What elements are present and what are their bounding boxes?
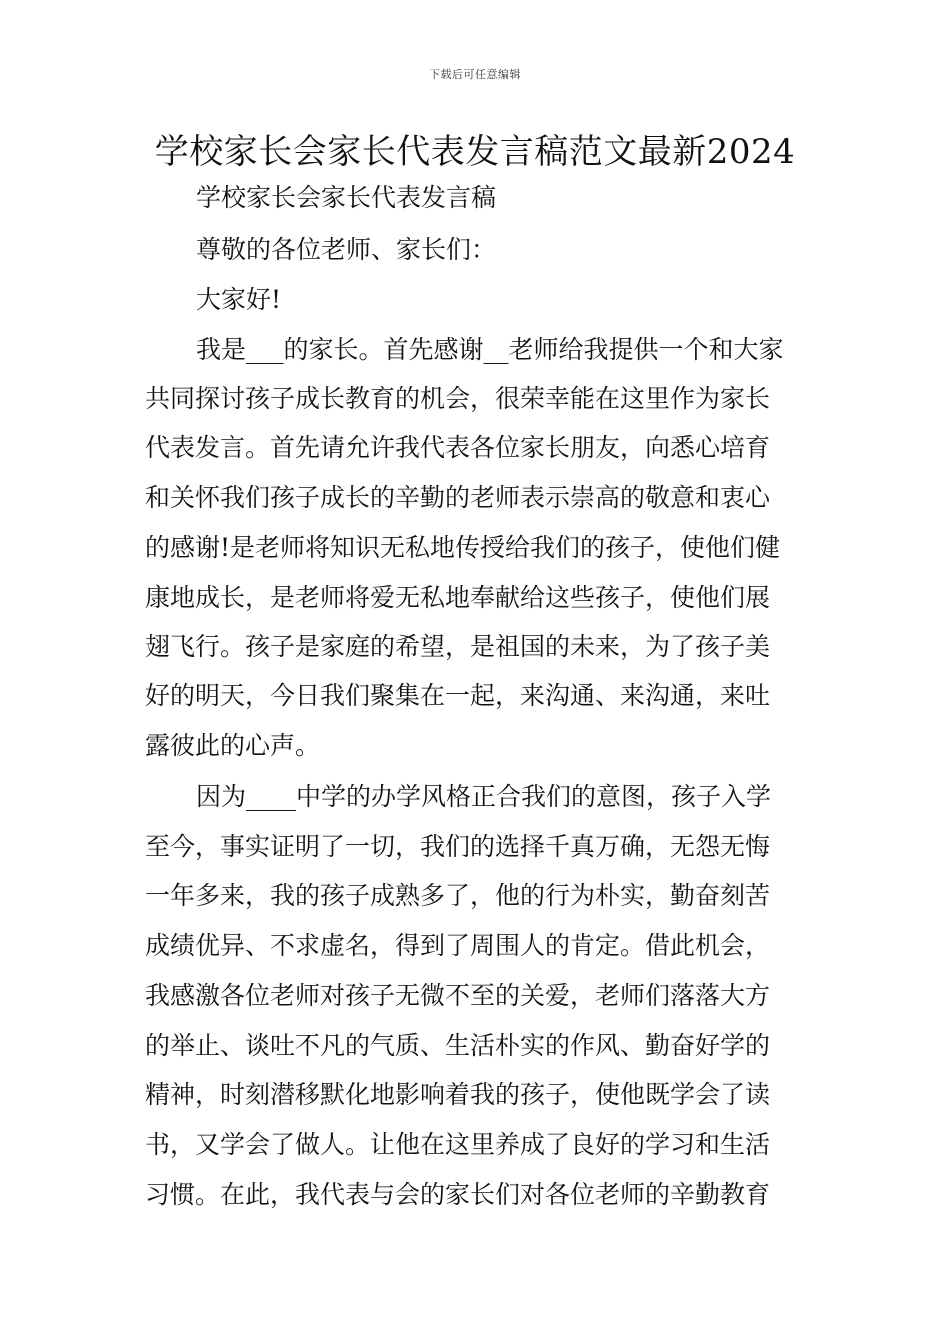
subtitle-line: 学校家长会家长代表发言稿 bbox=[196, 183, 497, 212]
paragraph-2-line: 至今，事实证明了一切，我们的选择千真万确，无怨无悔 bbox=[145, 832, 771, 861]
salutation-line: 尊敬的各位老师、家长们： bbox=[196, 235, 497, 264]
greeting-line: 大家好! bbox=[196, 285, 282, 314]
header-note: 下载后可任意编辑 bbox=[429, 68, 521, 81]
paragraph-2-line: 精神，时刻潜移默化地影响着我的孩子，使他既学会了读 bbox=[145, 1080, 771, 1109]
paragraph-1-line: 翅飞行。孩子是家庭的希望，是祖国的未来，为了孩子美 bbox=[145, 632, 771, 661]
paragraph-2-line: 习惯。在此，我代表与会的家长们对各位老师的辛勤教育 bbox=[145, 1180, 771, 1209]
document-title: 学校家长会家长代表发言稿范文最新2024 bbox=[154, 132, 796, 172]
paragraph-2-line: 的举止、谈吐不凡的气质、生活朴实的作风、勤奋好学的 bbox=[145, 1031, 771, 1060]
paragraph-1-line: 和关怀我们孩子成长的辛勤的老师表示崇高的敬意和衷心 bbox=[145, 483, 771, 512]
paragraph-1-line: 的感谢!是老师将知识无私地传授给我们的孩子，使他们健 bbox=[145, 533, 781, 562]
paragraph-2-line: 书，又学会了做人。让他在这里养成了良好的学习和生活 bbox=[145, 1130, 771, 1159]
paragraph-1-line: 露彼此的心声。 bbox=[145, 731, 321, 760]
paragraph-1-line: 我是___的家长。首先感谢__老师给我提供一个和大家 bbox=[196, 335, 784, 364]
paragraph-2-line: 我感激各位老师对孩子无微不至的关爱，老师们落落大方 bbox=[145, 981, 771, 1010]
paragraph-1-line: 好的明天，今日我们聚集在一起，来沟通、来沟通，来吐 bbox=[145, 681, 771, 710]
paragraph-2-line: 一年多来，我的孩子成熟多了，他的行为朴实，勤奋刻苦 bbox=[145, 881, 771, 910]
paragraph-1-line: 代表发言。首先请允许我代表各位家长朋友，向悉心培育 bbox=[145, 433, 771, 462]
paragraph-2-line: 因为____中学的办学风格正合我们的意图，孩子入学 bbox=[196, 782, 772, 811]
paragraph-1-line: 康地成长，是老师将爱无私地奉献给这些孩子，使他们展 bbox=[145, 583, 771, 612]
paragraph-1-line: 共同探讨孩子成长教育的机会，很荣幸能在这里作为家长 bbox=[145, 384, 771, 413]
paragraph-2-line: 成绩优异、不求虚名，得到了周围人的肯定。借此机会， bbox=[145, 931, 771, 960]
